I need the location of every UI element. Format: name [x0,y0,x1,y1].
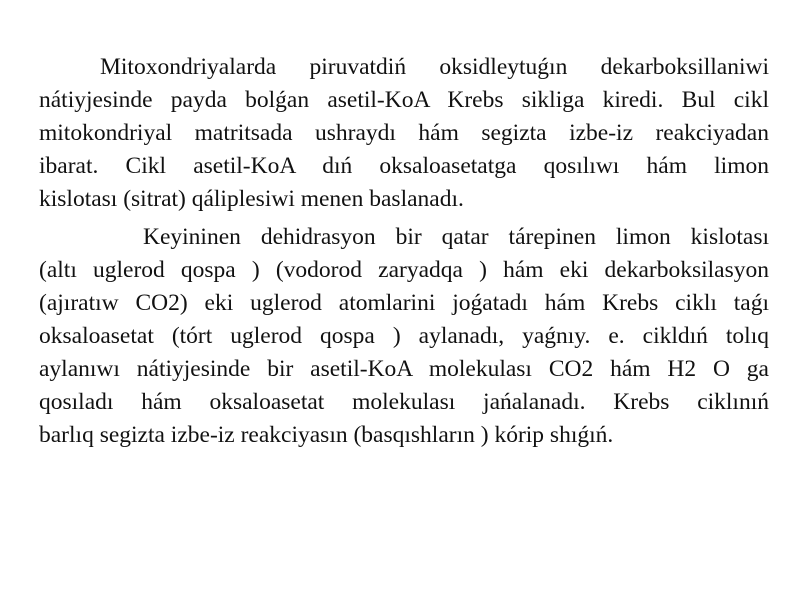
text-line: aylanıwı nátiyjesinde bir asetil-KoA molekulası CO2 hám H2 O ga [39,356,769,382]
text-line: (ajıratıw CO2) eki uglerod atomlarini joǵatadı hám Krebs ciklı taǵı [39,290,769,316]
text-line: Keyininen dehidrasyon bir qatar tárepinen limon kislotası [143,224,769,250]
text-line: nátiyjesinde payda bolǵan asetil-KoA Krebs sikliga kiredi. Bul cikl [39,87,769,113]
text-line: qosıladı hám oksaloasetat molekulası jańalanadı. Krebs ciklınıń [39,389,769,415]
text-line: oksaloasetat (tórt uglerod qospa ) aylanadı, yaǵnıy. e. cikldıń tolıq [39,323,769,349]
text-line: barlıq segizta izbe-iz reakciyasın (basqıshların ) kórip shıǵıń. [39,422,614,448]
text-line: kislotası (sitrat) qáliplesiwi menen baslanadı. [39,186,464,212]
text-line: (altı uglerod qospa ) (vodorod zaryadqa ) hám eki dekarboksilasyon [39,257,769,283]
text-line: ibarat. Cikl asetil-KoA dıń oksaloasetatga qosılıwı hám limon [39,153,769,179]
text-line: Mitoxondriyalarda piruvatdiń oksidleytuǵın dekarboksillaniwi [100,54,769,80]
text-line: mitokondriyal matritsada ushraydı hám segizta izbe-iz reakciyadan [39,120,769,146]
